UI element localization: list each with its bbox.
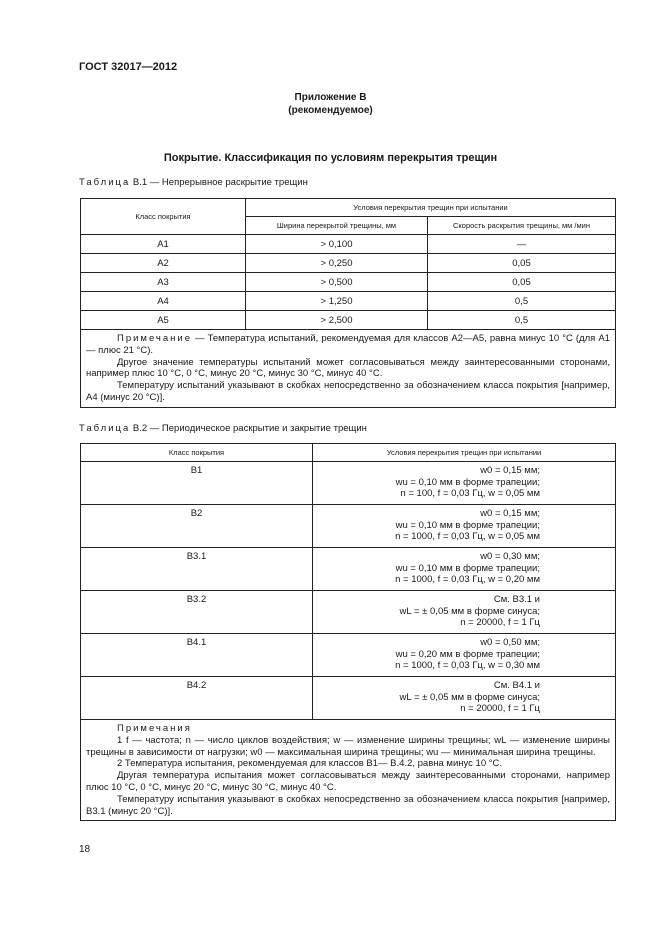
- table1-header-class: Класс покрытия: [81, 199, 246, 235]
- table-continuous-opening: [80, 198, 616, 408]
- table-row: B2 w0 = 0,15 мм; wu = 0,10 мм в форме трапеции; n = 1000, f = 0,03 Гц, w = 0,05 мм: [81, 505, 616, 548]
- appendix-subtitle: (рекомендуемое): [288, 105, 373, 116]
- table1-header-conditions: Условия перекрытия трещин при испытании: [246, 199, 616, 217]
- table-periodic-opening: [80, 443, 616, 821]
- table2-header-conditions: Условия перекрытия трещин при испытании: [313, 444, 616, 462]
- table-row: B3.2 См. В3.1 и wL = ± 0,05 мм в форме синуса; n = 20000, f = 1 Гц: [81, 591, 616, 634]
- table-row: B3.1 w0 = 0,30 мм; wu = 0,10 мм в форме трапеции; n = 1000, f = 0,03 Гц, w = 0,20 мм: [81, 548, 616, 591]
- table1-caption: Таблица В.1 — Непрерывное раскрытие трещин: [79, 177, 308, 188]
- table-row: А3 > 0,500 0,05: [81, 273, 616, 292]
- table2-notes: Примечания 1 f — частота; n — число циклов воздействия; w — изменение ширины трещины; wL — изменение ширины трещины в зависимости от нагрузки; w0 — максимальная ширина трещины; wu — минимальная ширина трещины. 2 Температура испытания, рекомендуемая для классов В1— В.4.2, равна минус 10 °С. Другая температура испытания может согласовываться между заинтересованными сторонами, например плюс 10 °С, 0 °С, минус 20 °С, минус 30 °С, минус 40 °С. Температуру испытания указывают в скобках непосредственно за обозначением класса покрытия [например, В3.1 (минус 20 °С)].: [81, 720, 616, 821]
- section-title: Покрытие. Классификация по условиям перекрытия трещин: [163, 152, 498, 164]
- table-row: А2 > 0,250 0,05: [81, 254, 616, 273]
- table-row: B4.2 См. В4.1 и wL = ± 0,05 мм в форме синуса; n = 20000, f = 1 Гц: [81, 677, 616, 720]
- table1-note: Примечание — Температура испытаний, рекомендуемая для классов А2—А5, равна минус 10 °С (для А1 — плюс 21 °С). Другое значение температуры испытаний может согласовываться между заинтересованными сторонами, например плюс 10 °С, 0 °С, минус 20 °С, минус 30 °С, минус 40 °С. Температуру испытаний указывают в скобках непосредственно за обозначением класса покрытия [например, А4 (минус 20 °С)].: [81, 330, 616, 408]
- table1-header-width: Ширина перекрытой трещины, мм: [246, 217, 428, 235]
- table-row: А1 > 0,100 —: [81, 235, 616, 254]
- document-id: ГОСТ 32017—2012: [79, 61, 178, 73]
- table-row: А4 > 1,250 0,5: [81, 292, 616, 311]
- table-row: А5 > 2,500 0,5: [81, 311, 616, 330]
- table1-header-speed: Скорость раскрытия трещины, мм /мин: [428, 217, 616, 235]
- table-row: B4.1 w0 = 0,50 мм; wu = 0,20 мм в форме трапеции; n = 1000, f = 0,03 Гц, w = 0,30 мм: [81, 634, 616, 677]
- page-number: 18: [79, 844, 91, 855]
- appendix-title: Приложение В: [294, 92, 367, 103]
- table2-caption: Таблица В.2 — Периодическое раскрытие и закрытие трещин: [79, 423, 367, 434]
- table2-header-class: Класс покрытия: [81, 444, 313, 462]
- table-row: B1 w0 = 0,15 мм; wu = 0,10 мм в форме трапеции; n = 100, f = 0,03 Гц, w = 0,05 мм: [81, 462, 616, 505]
